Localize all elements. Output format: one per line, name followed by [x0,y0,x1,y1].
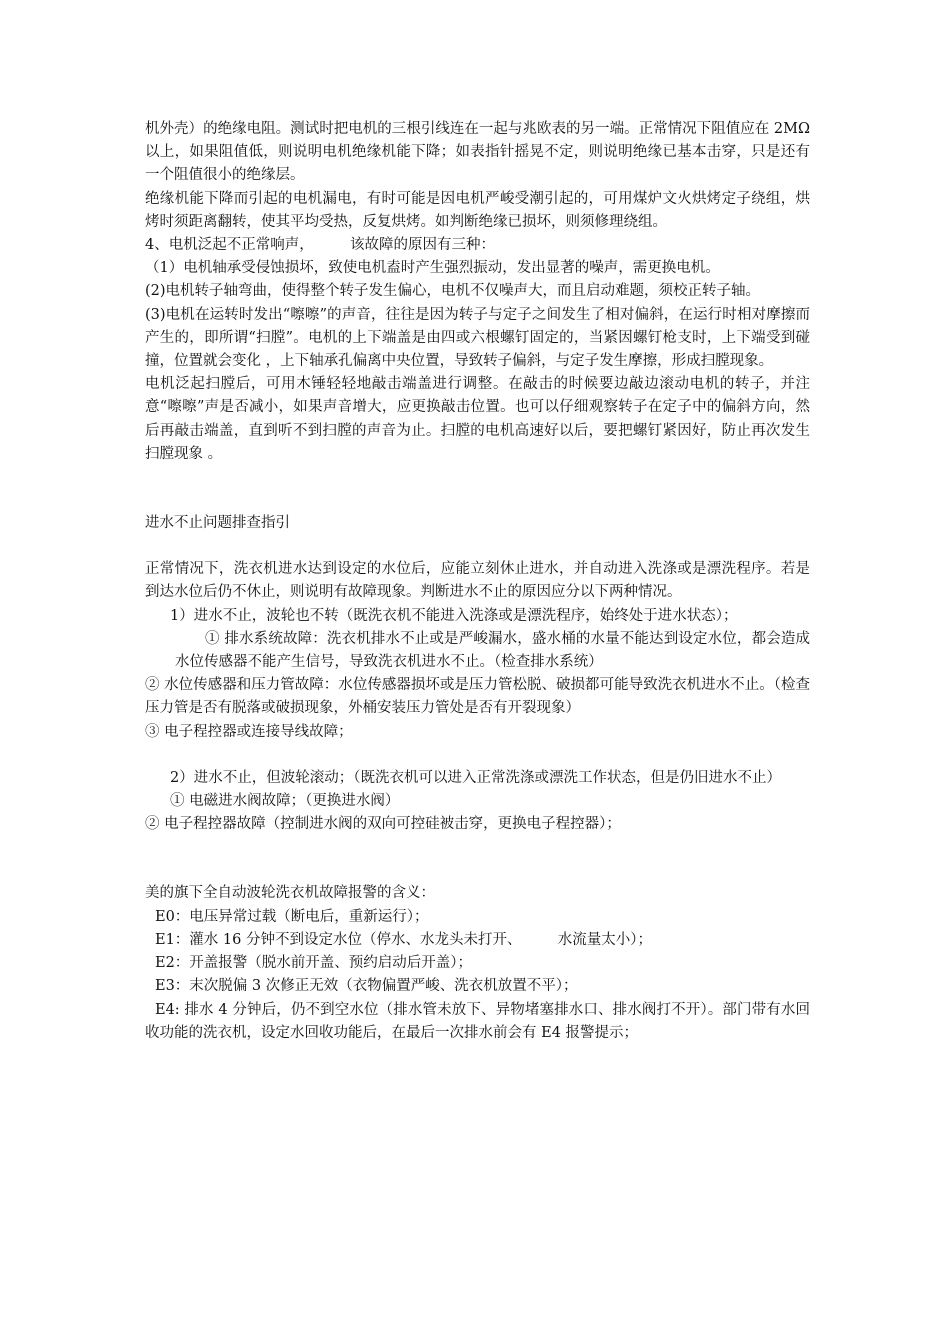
water-case-1: 1）进水不止，波轮也不转（既洗衣机不能进入洗涤或是漂洗程序，始终处于进水状态）； [170,607,738,624]
water-case-1-item-c: ③ 电子程控器或连接导线故障； [145,723,353,740]
section-gap [145,836,810,882]
error-code-e2: E2：开盖报警（脱水前开盖、预约启动后开盖）； [155,955,473,972]
error-code-e3: E3：末次脱偏 3 次修正无效（衣物偏置严峻、洗衣机放置不平）； [155,978,578,995]
water-case-1-item-b: ② 水位传感器和压力管故障：水位传感器损坏或是压力管松脱、破损都可能导致洗衣机进水不止。（检查压力管是否有脱落或破损现象，外桶安装压力管处是否有开裂现象） [145,677,810,717]
error-code-e1: E1：灌水 16 分钟不到设定水位（停水、水龙头未打开、 水流量太小）； [155,931,652,948]
noise-heading: 4、电机泛起不正常响声， 该故障的原因有三种： [145,237,495,254]
insulation-paragraph-1: 机外壳）的绝缘电阻。测试时把电机的三根引线连在一起与兆欧表的另一端。正常情况下阻值应在 2MΩ 以上，如果阻值低，则说明电机绝缘机能下降；如表指针摇晃不定，则说明绝缘已基本击穿，只是还有一个阻值很小的绝缘层。 [145,121,810,184]
insulation-paragraph-2: 绝缘机能下降而引起的电机漏电，有时可能是因电机严峻受潮引起的，可用煤炉文火烘烤定子绕组，烘烤时须距离翻转，使其平均受热，反复烘烤。如判断绝缘已损坏，则须修理绕组。 [145,190,810,230]
water-section-title: 进水不止问题排查指引 [145,515,290,532]
noise-cause-2: (2)电机转子轴弯曲，使得整个转子发生偏心，电机不仅噪声大，而且启动难题，须校正转子轴。 [145,283,761,300]
document-body [145,118,810,1045]
noise-cause-3: (3)电机在运转时发出“嚓嚓”的声音，往往是因为转子与定子之间发生了相对偏斜，在运行时相对摩擦而产生的，即所谓“扫膛”。电机的上下端盖是由四或六根螺钉固定的，当紧因螺钉枪支时，上下端受到碰撞，位置就会变化 ，上下轴承孔偏离中央位置，导致转子偏斜，与定子发生摩擦，形成扫膛现象。 [145,306,810,370]
section-gap [145,744,810,767]
water-case-2: 2）进水不止，但波轮滚动；（既洗衣机可以进入正常洗涤或漂洗工作状态，但是仍旧进水不止） [170,769,781,786]
error-codes-title: 美的旗下全自动波轮洗衣机故障报警的含义： [145,885,435,902]
water-case-2-item-b: ② 电子程控器故障（控制进水阀的双向可控硅被击穿，更换电子程控器）； [145,816,621,833]
water-case-1-item-a: ① 排水系统故障：洗衣机排水不止或是严峻漏水，盛水桶的水量不能达到设定水位，都会造成水位传感器不能产生信号，导致洗衣机进水不止。（检查排水系统） [175,630,810,671]
section-gap [145,466,810,512]
noise-cause-1: （1）电机轴承受侵蚀损坏，致使电机盍时产生强烈振动，发出显著的噪声，需更换电机。 [145,260,720,277]
error-code-e0: E0：电压异常过载（断电后，重新运行）； [155,908,429,925]
water-case-2-item-a: ① 电磁进水阀故障；（更换进水阀） [170,793,400,810]
error-code-e4: E4: 排水 4 分钟后，仍不到空水位（排水管未放下、异物堵塞排水口、排水阀打不开）。部门带有水回收功能的洗衣机，设定水回收功能后，在最后一次排水前会有 E4 报警提示； [145,1001,810,1041]
noise-fix-paragraph: 电机泛起扫膛后，可用木锤轻轻地敲击端盖进行调整。在敲击的时候要边敲边滚动电机的转子，并注意“嚓嚓”声是否减小，如果声音增大，应更换敲击位置。也可以仔细观察转子在定子中的偏斜方向，然后再敲击端盖，直到听不到扫膛的声音为止。扫膛的电机高速好以后，要把螺钉紧因好，防止再次发生扫膛现象 。 [145,376,810,462]
water-intro-paragraph: 正常情况下，洗衣机进水达到设定的水位后，应能立刻休止进水，并自动进入洗涤或是漂洗程序。若是到达水位后仍不休止，则说明有故障现象。判断进水不止的原因应分以下两种情况。 [145,561,810,601]
section-gap [145,535,810,558]
